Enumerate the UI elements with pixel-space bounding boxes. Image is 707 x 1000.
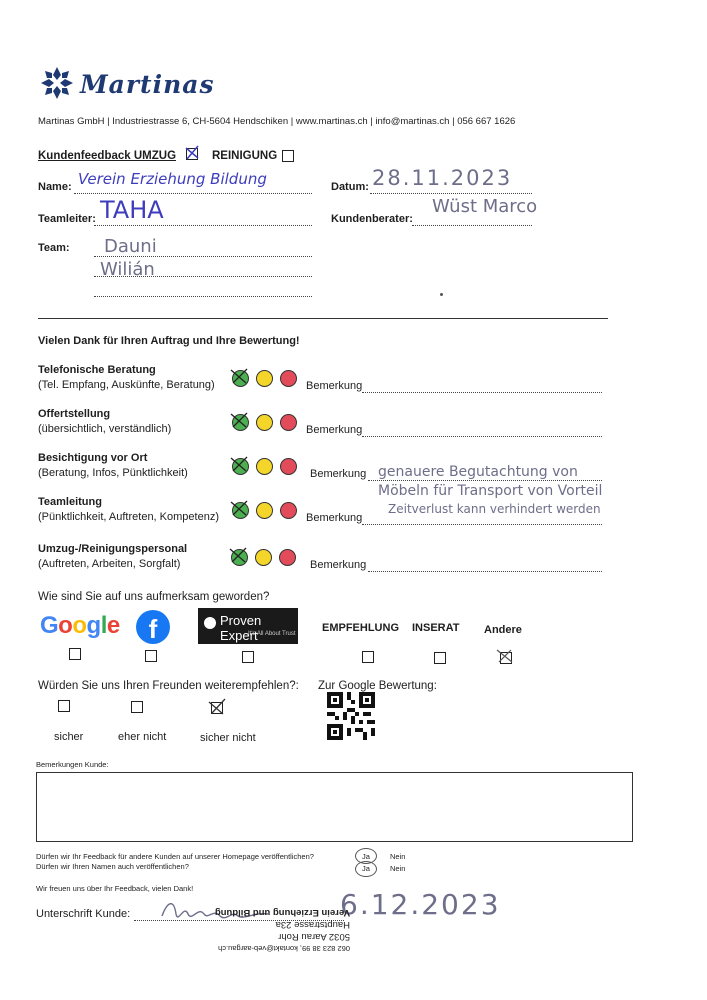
inserat-label: INSERAT [412,622,460,634]
smiley-bad-icon[interactable] [280,370,297,387]
remark-line-1[interactable]: genauere Begutachtung von [378,464,578,480]
thanks-heading: Vielen Dank für Ihren Auftrag und Ihre Bewertung! [38,335,300,347]
remark-label: Bemerkung [306,424,363,436]
publish-ja-2[interactable]: Ja [362,864,370,873]
logo-icon [40,66,74,100]
sicher-checkbox[interactable] [58,700,70,712]
andere-label: Andere [484,624,522,636]
kundenberater-value[interactable]: Wüst Marco [432,196,538,217]
smiley-bad-icon[interactable] [279,549,296,566]
smiley-neutral-icon[interactable] [256,370,273,387]
remark-line-2[interactable]: Möbeln für Transport von Vorteil [378,483,603,499]
reinigung-label: REINIGUNG [212,150,278,162]
remark-label: Bemerkung [310,468,367,480]
remark-field[interactable] [362,436,602,437]
remark-line-3[interactable]: Zeitverlust kann verhindert werden [388,502,601,516]
reinigung-checkbox[interactable] [282,150,294,162]
logo-name: Martinas [80,70,215,99]
rating-check-mark-icon [228,498,252,518]
rating-title: Telefonische Beratung [38,364,156,376]
eher-nicht-checkbox[interactable] [131,701,143,713]
smiley-bad-icon[interactable] [280,502,297,519]
rating-check-mark-icon [228,454,252,474]
rating-subtitle: (Auftreten, Arbeiten, Sorgfalt) [38,558,181,570]
qr-code-icon[interactable] [327,692,375,740]
name-label: Name: [38,181,72,193]
recommend-question: Würden Sie uns Ihren Freunden weiterempfehlen?: [38,680,299,692]
publish-nein-1[interactable]: Nein [390,852,406,861]
form-title: Kundenfeedback UMZUG [38,150,177,162]
smiley-neutral-icon[interactable] [256,458,273,475]
facebook-checkbox[interactable] [145,650,157,662]
remark-label: Bemerkung [306,380,363,392]
rating-check-mark-icon [228,366,252,386]
publish-question-1: Dürfen wir Ihr Feedback für andere Kunden auf unserer Homepage veröffentlichen? [36,852,314,861]
option-sicher-nicht: sicher nicht [200,732,256,744]
rating-check-mark-icon [228,410,252,430]
google-letter-g: G [40,612,59,639]
google-logo: Google [40,612,120,639]
comments-textarea[interactable] [36,772,633,842]
rating-subtitle: (übersichtlich, verständlich) [38,423,172,435]
remark-field[interactable] [368,480,602,481]
company-address: Martinas GmbH | Industriestrasse 6, CH-5604 Hendschiken | www.martinas.ch | info@martinas.ch | 056 667 1626 [38,116,516,127]
rating-check-mark-icon [227,545,251,565]
name-value[interactable]: Verein Erziehung Bildung [78,170,267,188]
team-label: Team: [38,242,70,254]
datum-value[interactable]: 28.11.2023 [372,166,513,190]
rating-subtitle: (Pünktlichkeit, Auftreten, Kompetenz) [38,511,219,523]
rating-title: Teamleitung [38,496,102,508]
provenexpert-logo: Proven Expert It's All About Trust [198,608,298,644]
smiley-neutral-icon[interactable] [255,549,272,566]
teamleiter-label: Teamleiter: [38,213,96,225]
signature-label: Unterschrift Kunde: [36,908,131,920]
publish-question-2: Dürfen wir Ihren Namen auch veröffentlichen? [36,862,189,871]
remark-field[interactable] [368,571,602,572]
facebook-icon: f [136,610,170,644]
andere-check-mark-icon [494,646,518,666]
option-sicher: sicher [54,731,84,743]
smiley-neutral-icon[interactable] [256,414,273,431]
empfehlung-checkbox[interactable] [362,651,374,663]
rating-subtitle: (Tel. Empfang, Auskünfte, Beratung) [38,379,215,391]
team-member-1[interactable]: Dauni [104,236,157,257]
rating-title: Umzug-/Reinigungspersonal [38,543,188,555]
google-checkbox[interactable] [69,648,81,660]
teamleiter-value[interactable]: TAHA [100,196,164,224]
rating-subtitle: (Beratung, Infos, Pünktlichkeit) [38,467,188,479]
team-member-2[interactable]: Wilián [100,259,155,280]
datum-label: Datum: [331,181,369,193]
ja-circle-2 [355,861,377,877]
smiley-bad-icon[interactable] [280,414,297,431]
inserat-checkbox[interactable] [434,652,446,664]
provenexpert-checkbox[interactable] [242,651,254,663]
smiley-bad-icon[interactable] [280,458,297,475]
empfehlung-label: EMPFEHLUNG [322,622,399,634]
remark-field[interactable] [362,392,602,393]
check-mark-icon [184,144,202,162]
publish-nein-2[interactable]: Nein [390,864,406,873]
signature-date[interactable]: 6.12.2023 [340,888,501,921]
address-stamp: 062 823 38 99, kontakt@veb-aargau.ch 5032 Aarau Rohr Hauptstrasse 23a Verein Erziehung und Bildung [214,907,350,953]
sicher-nicht-check-mark-icon [205,696,231,718]
remark-label: Bemerkung [306,512,363,524]
rating-title: Besichtigung vor Ort [38,452,148,464]
option-eher-nicht: eher nicht [118,731,167,743]
remark-label: Bemerkung [310,559,367,571]
rating-title: Offertstellung [38,408,111,420]
remark-field[interactable] [362,524,602,525]
smiley-neutral-icon[interactable] [256,502,273,519]
google-review-label: Zur Google Bewertung: [318,680,437,692]
kundenberater-label: Kundenberater: [331,213,413,225]
footer-thanks: Wir freuen uns über Ihr Feedback, vielen Dank! [36,884,194,893]
comments-label: Bemerkungen Kunde: [36,760,109,769]
publish-ja-1[interactable]: Ja [362,852,370,861]
source-question: Wie sind Sie auf uns aufmerksam geworden? [38,591,270,603]
